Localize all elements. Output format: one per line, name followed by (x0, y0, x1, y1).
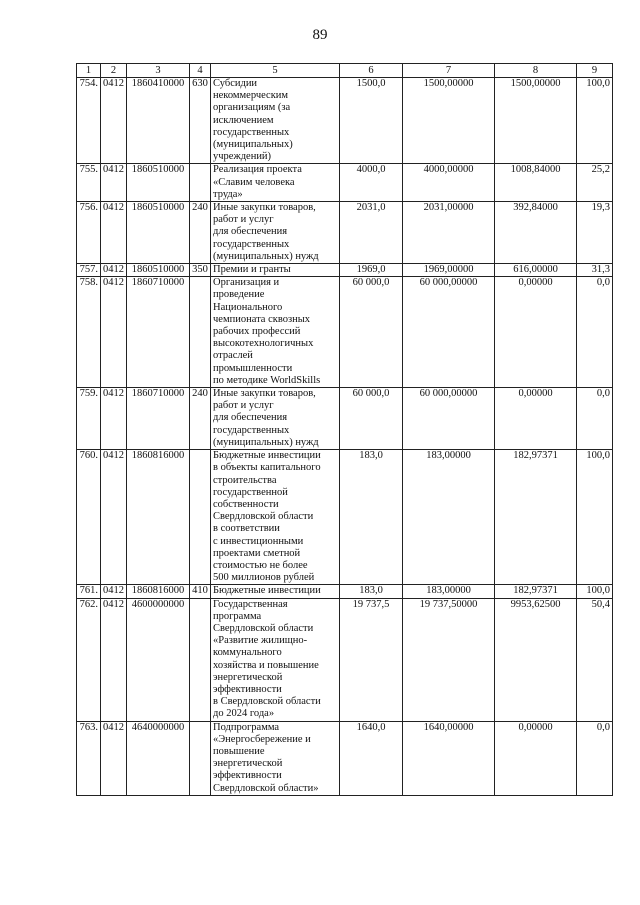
value-col-7: 60 000,00000 (403, 277, 495, 388)
section-code: 0412 (101, 264, 127, 277)
value-col-6: 4000,0 (340, 164, 403, 202)
row-number: 758. (77, 277, 101, 388)
header-row (77, 64, 613, 78)
column-header: 6 (340, 64, 403, 78)
item-name: Бюджетные инвестиции в объекты капитального строительства государственной собственности Свердловской области в соответствии с инвестиционными проектами сметной стоимостью не более 500 миллионов рублей (211, 450, 340, 585)
target-article-code: 1860510000 (127, 202, 190, 264)
section-code: 0412 (101, 78, 127, 164)
section-code: 0412 (101, 202, 127, 264)
value-col-8: 616,00000 (495, 264, 577, 277)
expense-type-code: 240 (190, 202, 211, 264)
table-row (77, 164, 613, 202)
row-number: 757. (77, 264, 101, 277)
value-col-7: 1500,00000 (403, 78, 495, 164)
row-number: 763. (77, 721, 101, 795)
target-article-code: 1860816000 (127, 585, 190, 598)
expense-type-code (190, 598, 211, 721)
table-row (77, 450, 613, 585)
value-col-6: 1640,0 (340, 721, 403, 795)
value-col-6: 1969,0 (340, 264, 403, 277)
expense-type-code: 350 (190, 264, 211, 277)
value-col-6: 1500,0 (340, 78, 403, 164)
value-col-6: 183,0 (340, 585, 403, 598)
item-name: Государственная программа Свердловской области «Развитие жилищно- коммунального хозяйства и повышение энергетической эффективности в Свердловской области до 2024 года» (211, 598, 340, 721)
row-number: 761. (77, 585, 101, 598)
section-code: 0412 (101, 598, 127, 721)
target-article-code: 1860816000 (127, 450, 190, 585)
column-header: 5 (211, 64, 340, 78)
row-number: 762. (77, 598, 101, 721)
row-number: 759. (77, 388, 101, 450)
item-name: Субсидии некоммерческим организациям (за исключением государственных (муниципальных) учреждений) (211, 78, 340, 164)
value-col-7: 4000,00000 (403, 164, 495, 202)
section-code: 0412 (101, 388, 127, 450)
target-article-code: 1860510000 (127, 264, 190, 277)
value-col-6: 183,0 (340, 450, 403, 585)
table-row (77, 277, 613, 388)
item-name: Иные закупки товаров, работ и услуг для обеспечения государственных (муниципальных) нужд (211, 202, 340, 264)
row-number: 760. (77, 450, 101, 585)
column-header: 9 (577, 64, 613, 78)
target-article-code: 1860510000 (127, 164, 190, 202)
value-col-9: 0,0 (577, 388, 613, 450)
table-row (77, 598, 613, 721)
target-article-code: 1860410000 (127, 78, 190, 164)
target-article-code: 1860710000 (127, 388, 190, 450)
value-col-6: 2031,0 (340, 202, 403, 264)
value-col-8: 0,00000 (495, 277, 577, 388)
item-name: Организация и проведение Национального чемпионата сквозных рабочих профессий высокотехнологичных отраслей промышленности по методике WorldSkills (211, 277, 340, 388)
section-code: 0412 (101, 450, 127, 585)
table-row (77, 264, 613, 277)
value-col-6: 60 000,0 (340, 388, 403, 450)
value-col-9: 100,0 (577, 450, 613, 585)
value-col-9: 0,0 (577, 721, 613, 795)
table-row (77, 78, 613, 164)
section-code: 0412 (101, 721, 127, 795)
row-number: 756. (77, 202, 101, 264)
item-name: Реализация проекта «Славим человека труда» (211, 164, 340, 202)
table-row (77, 388, 613, 450)
value-col-8: 1500,00000 (495, 78, 577, 164)
expense-type-code: 630 (190, 78, 211, 164)
table-row (77, 585, 613, 598)
section-code: 0412 (101, 277, 127, 388)
item-name: Премии и гранты (211, 264, 340, 277)
value-col-7: 19 737,50000 (403, 598, 495, 721)
table-body (77, 78, 613, 796)
column-header: 1 (77, 64, 101, 78)
value-col-8: 182,97371 (495, 585, 577, 598)
target-article-code: 1860710000 (127, 277, 190, 388)
value-col-6: 19 737,5 (340, 598, 403, 721)
table-row (77, 202, 613, 264)
value-col-8: 1008,84000 (495, 164, 577, 202)
expense-type-code (190, 450, 211, 585)
page-number: 89 (312, 27, 328, 43)
value-col-8: 392,84000 (495, 202, 577, 264)
value-col-7: 60 000,00000 (403, 388, 495, 450)
value-col-9: 100,0 (577, 78, 613, 164)
value-col-7: 183,00000 (403, 585, 495, 598)
expense-type-code: 410 (190, 585, 211, 598)
column-header: 7 (403, 64, 495, 78)
target-article-code: 4600000000 (127, 598, 190, 721)
column-header: 3 (127, 64, 190, 78)
item-name: Подпрограмма «Энергосбережение и повышение энергетической эффективности Свердловской области» (211, 721, 340, 795)
value-col-8: 182,97371 (495, 450, 577, 585)
section-code: 0412 (101, 164, 127, 202)
value-col-9: 100,0 (577, 585, 613, 598)
value-col-9: 19,3 (577, 202, 613, 264)
expense-type-code (190, 277, 211, 388)
section-code: 0412 (101, 585, 127, 598)
item-name: Иные закупки товаров, работ и услуг для обеспечения государственных (муниципальных) нужд (211, 388, 340, 450)
value-col-8: 0,00000 (495, 721, 577, 795)
value-col-7: 2031,00000 (403, 202, 495, 264)
target-article-code: 4640000000 (127, 721, 190, 795)
column-header: 4 (190, 64, 211, 78)
value-col-8: 0,00000 (495, 388, 577, 450)
column-header: 8 (495, 64, 577, 78)
value-col-7: 1640,00000 (403, 721, 495, 795)
budget-table (76, 63, 613, 796)
row-number: 754. (77, 78, 101, 164)
value-col-7: 183,00000 (403, 450, 495, 585)
value-col-9: 25,2 (577, 164, 613, 202)
table-row (77, 721, 613, 795)
item-name: Бюджетные инвестиции (211, 585, 340, 598)
row-number: 755. (77, 164, 101, 202)
value-col-7: 1969,00000 (403, 264, 495, 277)
value-col-9: 50,4 (577, 598, 613, 721)
expense-type-code: 240 (190, 388, 211, 450)
column-header: 2 (101, 64, 127, 78)
value-col-8: 9953,62500 (495, 598, 577, 721)
expense-type-code (190, 164, 211, 202)
value-col-9: 31,3 (577, 264, 613, 277)
expense-type-code (190, 721, 211, 795)
value-col-6: 60 000,0 (340, 277, 403, 388)
value-col-9: 0,0 (577, 277, 613, 388)
